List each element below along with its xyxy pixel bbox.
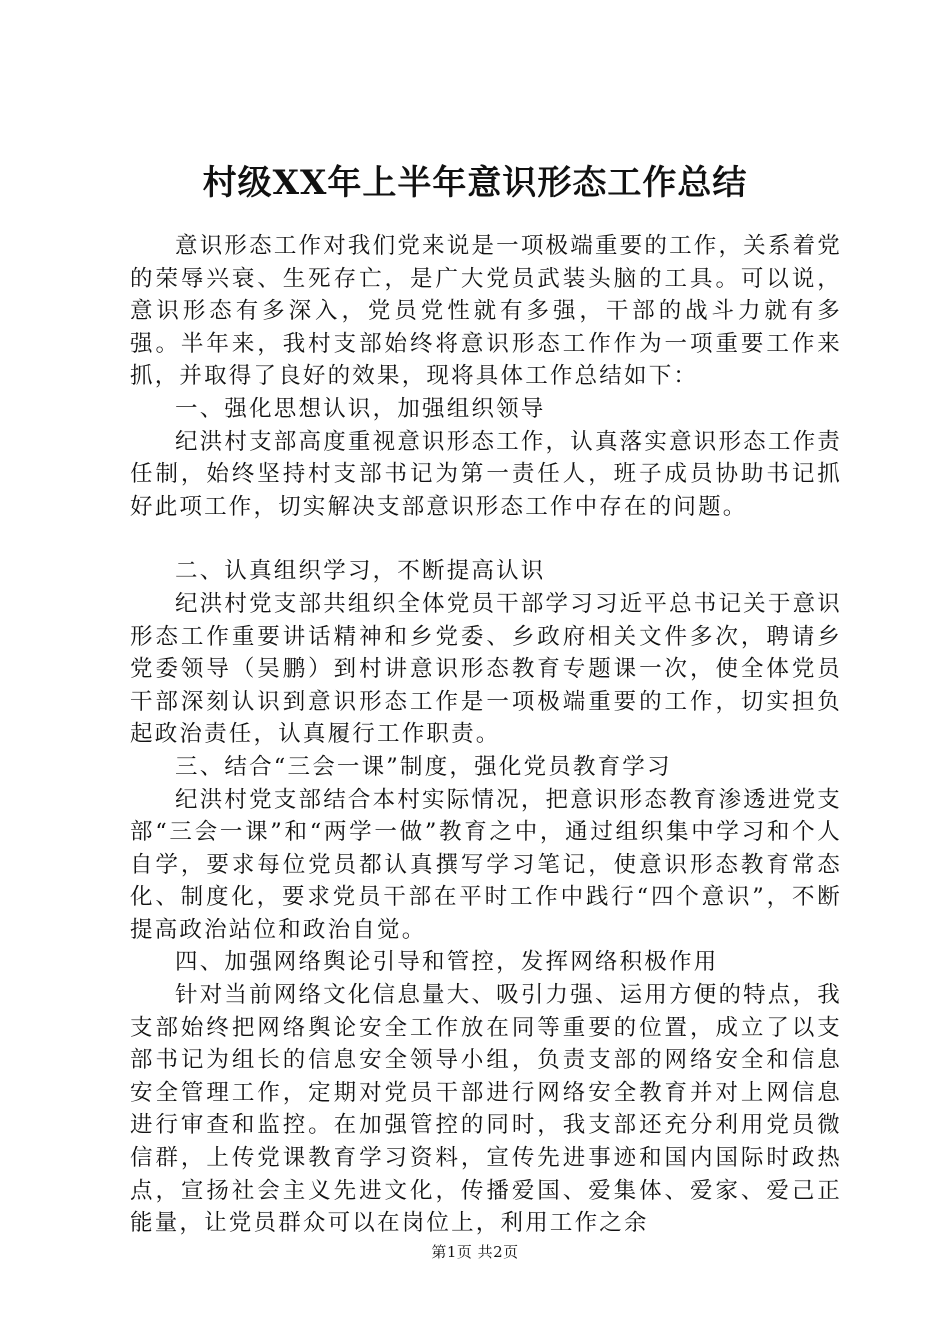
section-paragraph-3: 纪洪村党支部结合本村实际情况，把意识形态教育渗透进党支部“三会一课”和“两学一做”教育之中，通过组织集中学习和个人自学，要求每位党员都认真撰写学习笔记，使意识形态教育常态化、制度化，要求党员干部在平时工作中践行“四个意识”，不断提高政治站位和政治自觉。 [130, 786, 842, 943]
section-heading-3: 三、结合“三会一课”制度，强化党员教育学习 [175, 753, 672, 780]
intro-paragraph: 意识形态工作对我们党来说是一项极端重要的工作，关系着党的荣辱兴衰、生死存亡，是广大党员武装头脑的工具。可以说，意识形态有多深入，党员党性就有多强，干部的战斗力就有多强。半年来，我村支部始终将意识形态工作作为一项重要工作来抓，并取得了良好的效果，现将具体工作总结如下： [130, 233, 842, 390]
page-number-footer: 第1页 共2页 [431, 1243, 519, 1261]
section-heading-2: 二、认真组织学习，不断提高认识 [175, 558, 546, 585]
section-paragraph-2: 纪洪村党支部共组织全体党员干部学习习近平总书记关于意识形态工作重要讲话精神和乡党委、乡政府相关文件多次，聘请乡党委领导（吴鹏）到村讲意识形态教育专题课一次，使全体党员干部深刻认识到意识形态工作是一项极端重要的工作，切实担负起政治责任，认真履行工作职责。 [130, 590, 842, 748]
section-heading-4: 四、加强网络舆论引导和管控，发挥网络积极作用 [175, 949, 719, 976]
section-paragraph-4: 针对当前网络文化信息量大、吸引力强、运用方便的特点，我支部始终把网络舆论安全工作放在同等重要的位置，成立了以支部书记为组长的信息安全领导小组，负责支部的网络安全和信息安全管理工作，定期对党员干部进行网络安全教育并对上网信息进行审查和监控。在加强管控的同时，我支部还充分利用党员微信群，上传党课教育学习资料，宣传先进事迹和国内国际时政热点，宣扬社会主义先进文化，传播爱国、爱集体、爱家、爱己正能量，让党员群众可以在岗位上，利用工作之余 [130, 982, 842, 1237]
section-heading-1: 一、强化思想认识，加强组织领导 [175, 395, 546, 422]
document-title: 村级XX年上半年意识形态工作总结 [202, 163, 748, 203]
section-paragraph-1: 纪洪村支部高度重视意识形态工作，认真落实意识形态工作责任制，始终坚持村支部书记为第一责任人，班子成员协助书记抓好此项工作，切实解决支部意识形态工作中存在的问题。 [130, 428, 842, 520]
document-body [130, 230, 842, 1240]
